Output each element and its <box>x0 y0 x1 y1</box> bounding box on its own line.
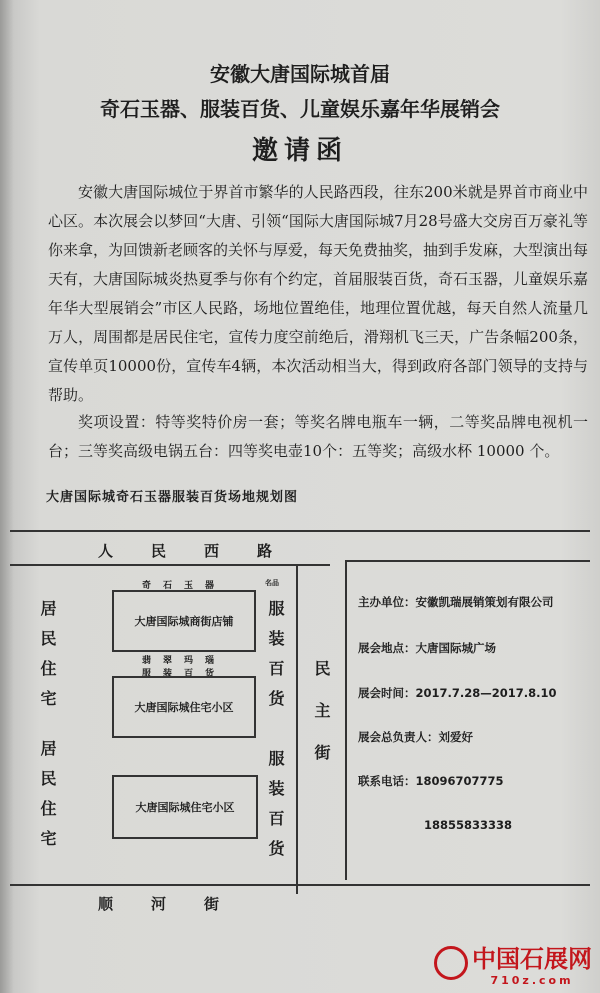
left-label-residential-2: 居民住宅 <box>38 740 57 860</box>
site-logo <box>434 939 592 987</box>
road-shunhe: 顺河街 <box>98 895 258 913</box>
contact-phone-2: 18855833338 <box>424 818 513 832</box>
block-residential-2: 大唐国际城住宅小区 <box>112 775 258 839</box>
exhibition-time: 展会时间：2017.7.28—2017.8.10 <box>358 686 557 700</box>
map-title: 大唐国际城奇石玉器服装百货场地规划图 <box>46 490 299 505</box>
intro-paragraph: 安徽大唐国际城位于界首市繁华的人民路西段，往东200米就是界首市商业中心区。本次展会以梦回“大唐、引领“国际大唐国际城7月28号盛大交房百万豪礼等你来拿，为回馈新老顾客的关怀与厚爱，每天免费抽奖，抽到手发麻，大型演出每天有，大唐国际城炎热夏季与你有个约定，首届服装百货，奇石玉器，儿童娱乐嘉年华大型展销会”市区人民路，场地位置绝佳，地理位置优越，每天自然人流量几万人，周围都是居民住宅，宣传力度空前绝后，滑翔机飞三天，广告条幅200条，宣传单页10000份，宣传车4辆，本次活动相当大，得到政府各部门领导的支持与帮助。 <box>48 183 589 404</box>
map-bottom-road-line <box>10 884 590 886</box>
right-label-clothing-2: 服装百货 <box>266 750 285 870</box>
map-site-right-border <box>296 564 298 894</box>
map-top-border <box>10 530 590 532</box>
info-panel-border <box>345 560 347 880</box>
left-label-residential-1: 居民住宅 <box>38 600 57 720</box>
strip-clothing: 服装百货 <box>142 669 227 679</box>
info-panel-top <box>345 560 590 562</box>
block-residential-1: 大唐国际城住宅小区 <box>112 676 256 738</box>
venue: 展会地点：大唐国际城广场 <box>358 641 496 655</box>
road-minzhu: 民主街 <box>312 660 331 786</box>
invitation-heading: 邀请函 <box>251 136 348 166</box>
right-label-clothing-1: 服装百货 <box>266 600 285 720</box>
prizes-paragraph: 奖项设置：特等奖特价房一套；等奖名牌电瓶车一辆，二等奖品牌电视机一台；三等奖高级电锅五台：四等奖电壶10个：五等奖；高级水杯 10000 个。 <box>48 413 588 460</box>
organizer: 主办单位：安徽凯瑞展销策划有限公司 <box>358 595 554 609</box>
tag-brand: 名品 <box>265 578 279 587</box>
manager: 展会总负责人：刘爱好 <box>358 730 473 744</box>
logo-icon <box>434 946 468 980</box>
logo-name: 中国石展网 <box>472 945 592 973</box>
block-shop-street: 大唐国际城商街店铺 <box>112 590 256 652</box>
strip-jade-stone: 奇石玉器 <box>142 581 227 591</box>
logo-url: 710z.com <box>490 974 574 987</box>
title-line-2: 奇石玉器、服装百货、儿童娱乐嘉年华展销会 <box>100 97 500 121</box>
strip-jadeite: 翡翠玛瑙 <box>142 656 227 666</box>
contact-phone: 联系电话：18096707775 <box>358 774 504 788</box>
title-line-1: 安徽大唐国际城首届 <box>210 62 390 86</box>
road-renmin-west: 人民西路 <box>98 542 311 560</box>
map-road-line <box>10 564 330 566</box>
